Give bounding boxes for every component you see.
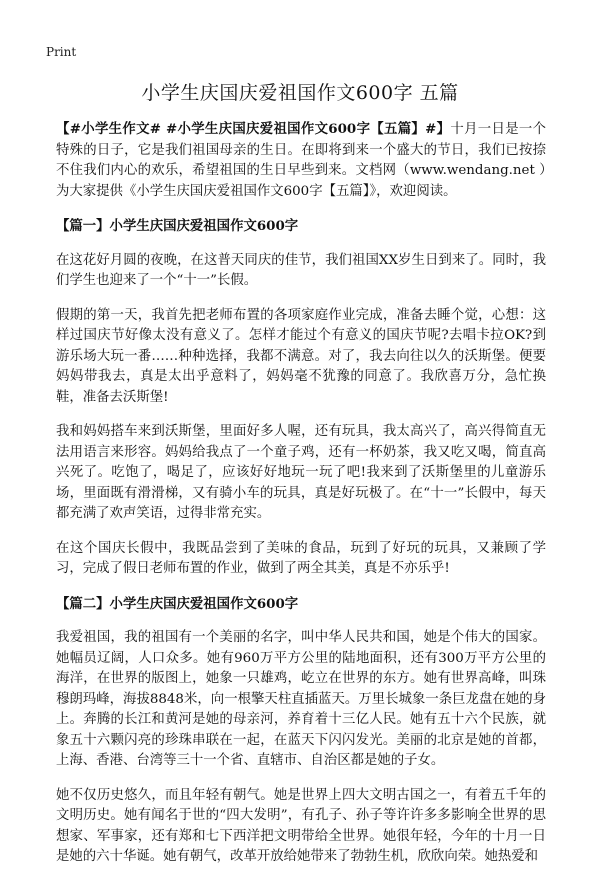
- section-1-paragraph-3: 我和妈妈搭车来到沃斯堡，里面好多人喔，还有玩具，我太高兴了，高兴得简直无法用语言来形容。妈妈给我点了一个童子鸡，还有一杯奶茶，我又吃又喝，简直高兴死了。吃饱了，喝足了，应该好好地玩一玩了吧!我来到了沃斯堡里的儿童游乐场，里面既有滑滑梯，又有骑小车的玩具，真是好玩极了。在“十一”长假中，每天都充满了欢声笑语，过得非常充实。: [56, 424, 546, 521]
- intro-text: 十月一日是一个特殊的日子，它是我们祖国母亲的生日。在即将到来一个盛大的节日，我们已按捺不住我们内心的欢乐，希望祖国的生日早些到来。文档网（www.wendang.net ）为大家提供《小学生庆国庆爱祖国作文600字【五篇】》，欢迎阅读。: [56, 122, 546, 199]
- section-2-paragraph-2: 她不仅历史悠久，而且年轻有朝气。她是世界上四大文明古国之一，有着五千年的文明历史。她有闻名于世的“四大发明”，有孔子、孙子等许许多多影响全世界的思想家、军事家，还有郑和七下西洋把文明带给全世界。她很年轻，今年的十月一日是她的六十华诞。她有朝气，改革开放给她带来了勃勃生机，欣欣向荣。她热爱和: [56, 787, 546, 864]
- document-body: [56, 119, 546, 882]
- intro-paragraph: [56, 119, 546, 202]
- section-1-paragraph-2: 假期的第一天，我首先把老师布置的各项家庭作业完成，准备去睡个觉，心想：这样过国庆节好像太没有意义了。怎样才能过个有意义的国庆节呢?去唱卡拉OK?到游乐场大玩一番……种种选择，我都不满意。对了，我去向往以久的沃斯堡。便要妈妈带我去，真是太出乎意料了，妈妈毫不犹豫的同意了。我欣喜万分，急忙换鞋，准备去沃斯堡!: [56, 307, 546, 405]
- section-heading-2: 【篇二】小学生庆国庆爱祖国作文600字: [56, 595, 299, 612]
- section-1-paragraph-1: 在这花好月圆的夜晚，在这普天同庆的佳节，我们祖国XX岁生日到来了。同时，我们学生也迎来了一个“十一”长假。: [56, 252, 546, 288]
- print-link[interactable]: Print: [46, 45, 77, 59]
- intro-tag-line: 【#小学生作文# #小学生庆国庆爱祖国作文600字【五篇】#】: [56, 121, 451, 137]
- section-heading-1: 【篇一】小学生庆国庆爱祖国作文600字: [56, 218, 299, 234]
- section-1-paragraph-4: 在这个国庆长假中，我既品尝到了美味的食品，玩到了好玩的玩具，又兼顾了学习，完成了假日老师布置的作业，做到了两全其美，真是不亦乐乎!: [56, 540, 546, 576]
- page-title: 小学生庆国庆爱祖国作文600字 五篇: [141, 82, 459, 104]
- section-2-paragraph-1: 我爱祖国，我的祖国有一个美丽的名字，叫中华人民共和国，她是个伟大的国家。她幅员辽阔，人口众多。她有960万平方公里的陆地面积，还有300万平方公里的海洋，在世界的版图上，她象一只雄鸡，屹立在世界的东方。她有世界高峰，叫珠穆朗玛峰，海拔8848米，向一根擎天柱直插蓝天。万里长城象一条巨龙盘在她的身上。奔腾的长江和黄河是她的母亲河，养育着十三亿人民。她有五十六个民族，就象五十六颗闪亮的珍珠串联在一起，在蓝天下闪闪发光。美丽的北京是她的首都，上海、香港、台湾等三十一个省、直辖市、自治区都是她的子女。: [56, 630, 546, 768]
